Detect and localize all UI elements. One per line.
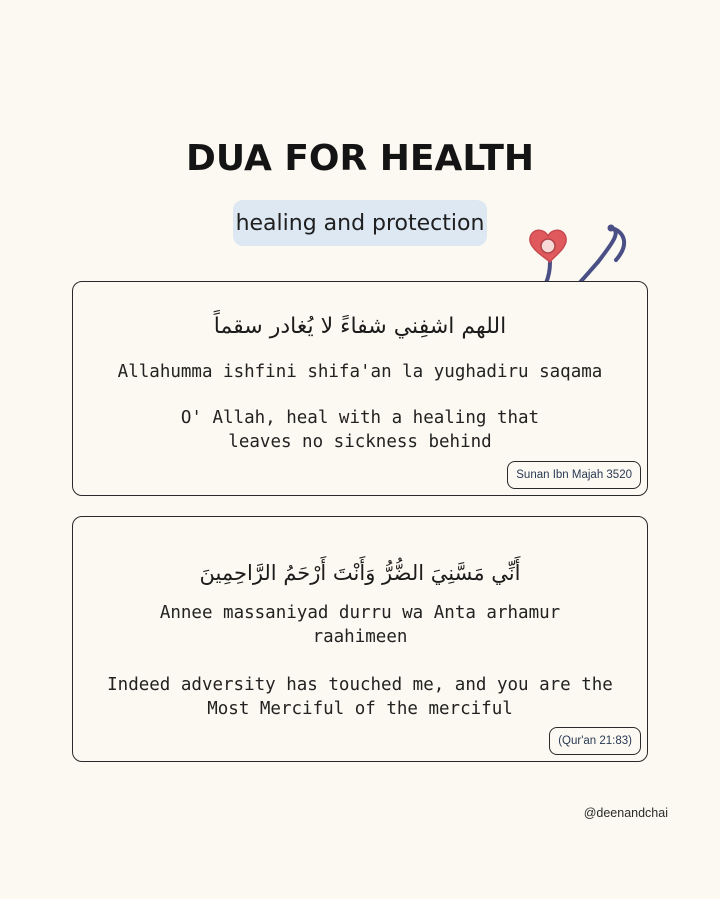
- arabic-text: أَنِّي مَسَّنِيَ الضُّرُّ وَأَنْتَ أَرْحَمُ الرَّاحِمِينَ: [199, 561, 521, 585]
- meaning-text: [73, 673, 647, 721]
- meaning-line-2: Most Merciful of the merciful: [207, 699, 513, 719]
- dua-card-2: [72, 516, 648, 762]
- transliteration-text: [73, 601, 647, 649]
- reference-badge: Sunan Ibn Majah 3520: [507, 461, 641, 489]
- meaning-line-1: Indeed adversity has touched me, and you are the: [107, 675, 613, 695]
- transliteration-line-1: Annee massaniyad durru wa Anta arhamur: [159, 603, 561, 623]
- author-handle: @deenandchai: [583, 806, 668, 820]
- subtitle-badge: [233, 200, 487, 246]
- meaning-line-1: O' Allah, heal with a healing that: [180, 408, 540, 428]
- subtitle-text: healing and protection: [235, 210, 485, 236]
- dua-card-1: [72, 281, 648, 496]
- transliteration-line-2: raahimeen: [312, 627, 408, 647]
- arabic-text: اللهم اشفِني شفاءً لا يُغادر سقماً: [213, 314, 507, 339]
- meaning-text: [73, 406, 647, 454]
- transliteration-text: Allahumma ishfini shifa'an la yughadiru saqama: [117, 362, 603, 382]
- reference-badge: (Qur'an 21:83): [549, 727, 641, 755]
- meaning-line-2: leaves no sickness behind: [228, 432, 492, 452]
- page-title: DUA FOR HEALTH: [185, 138, 535, 179]
